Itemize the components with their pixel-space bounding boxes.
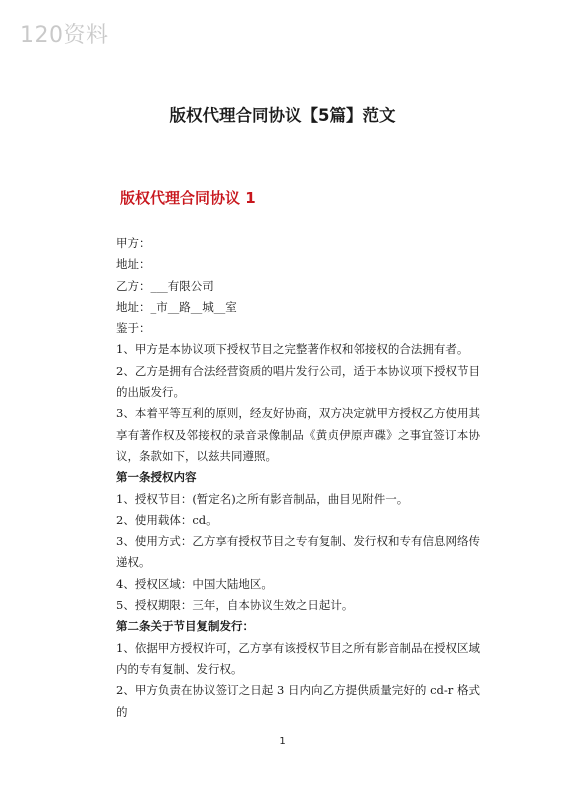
body-line: 地址： [116, 257, 151, 272]
body-paragraph: 3、本着平等互利的原则，经友好协商，双方决定就甲方授权乙方使用其享有著作权及邻接权的录音录像制品《黄贞伊原声碟》之事宜签订本协议，条款如下，以兹共同遵照。 [116, 406, 480, 463]
document-title: 版权代理合同协议【5篇】范文 [169, 106, 396, 125]
page-number: 1 [279, 736, 286, 747]
body-line: 甲方： [116, 236, 151, 250]
clause-heading: 第二条关于节目复制发行： [116, 619, 254, 634]
body-paragraph: 1、依据甲方授权许可，乙方享有该授权节目之所有影音制品在授权区域内的专有复制、发行权。 [116, 640, 480, 676]
section-title: 版权代理合同协议 1 [120, 189, 256, 207]
body-paragraph: 2、使用载体：cd。 [116, 512, 218, 527]
watermark-logo: 120资料 [20, 23, 109, 48]
body-paragraph: 1、授权节目：(暂定名)之所有影音制品，曲目见附件一。 [116, 491, 409, 506]
body-paragraph: 2、甲方负责在协议签订之日起 3 日内向乙方提供质量完好的 cd-r 格式的 [116, 683, 480, 719]
body-line: 乙方：___有限公司 [116, 278, 214, 293]
body-line: 鉴于： [116, 321, 151, 336]
body-paragraph: 3、使用方式：乙方享有授权节目之专有复制、发行权和专有信息网络传递权。 [116, 534, 480, 570]
body-paragraph: 4、授权区域：中国大陆地区。 [116, 576, 273, 591]
body-paragraph: 2、乙方是拥有合法经营资质的唱片发行公司，适于本协议项下授权节目的出版发行。 [116, 363, 480, 400]
body-paragraph: 5、授权期限：三年，自本协议生效之日起计。 [116, 598, 354, 613]
body-line: 地址：_市__路__城__室 [116, 299, 237, 314]
document-body [116, 233, 480, 723]
body-paragraph: 1、甲方是本协议项下授权节目之完整著作权和邻接权的合法拥有者。 [116, 342, 469, 357]
clause-heading: 第一条授权内容 [116, 470, 197, 485]
